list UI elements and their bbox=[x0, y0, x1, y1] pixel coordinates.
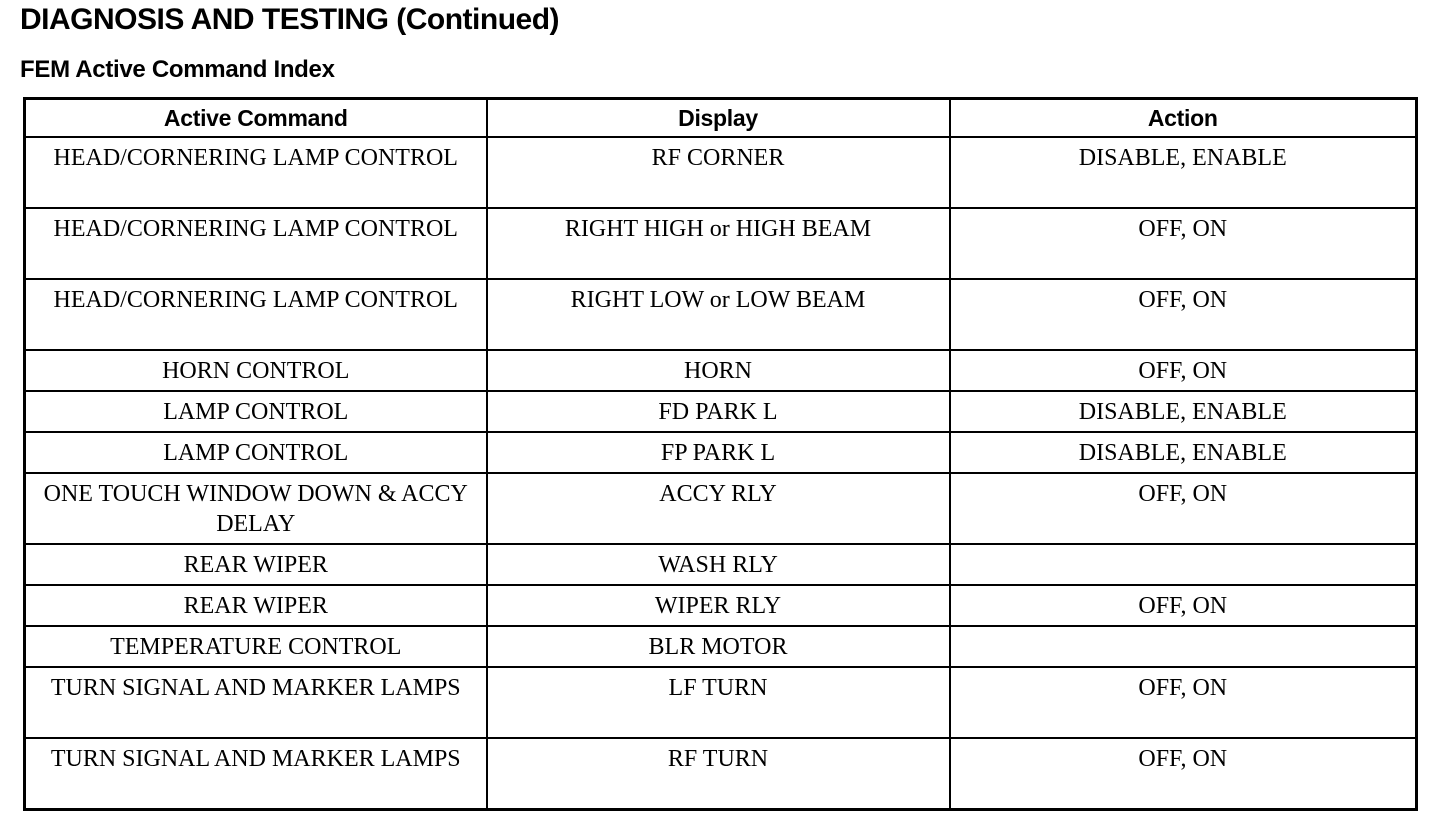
cell-action: DISABLE, ENABLE bbox=[950, 137, 1417, 208]
cell-display: FD PARK L bbox=[487, 391, 950, 432]
header-active-command: Active Command bbox=[25, 99, 487, 138]
cell-active-command: TURN SIGNAL AND MARKER LAMPS bbox=[25, 667, 487, 738]
cell-display: WIPER RLY bbox=[487, 585, 950, 626]
cell-action: DISABLE, ENABLE bbox=[950, 391, 1417, 432]
cell-display: ACCY RLY bbox=[487, 473, 950, 544]
cell-active-command: REAR WIPER bbox=[25, 544, 487, 585]
cell-active-command: LAMP CONTROL bbox=[25, 432, 487, 473]
cell-action bbox=[950, 544, 1417, 585]
table-row bbox=[25, 208, 1417, 279]
table-row bbox=[25, 137, 1417, 208]
cell-display: BLR MOTOR bbox=[487, 626, 950, 667]
cell-display: HORN bbox=[487, 350, 950, 391]
cell-action: OFF, ON bbox=[950, 585, 1417, 626]
table-row bbox=[25, 585, 1417, 626]
cell-active-command: TURN SIGNAL AND MARKER LAMPS bbox=[25, 738, 487, 809]
table-header-row bbox=[25, 99, 1417, 138]
cell-active-command: HEAD/CORNERING LAMP CONTROL bbox=[25, 208, 487, 279]
cell-active-command: LAMP CONTROL bbox=[25, 391, 487, 432]
cell-display: FP PARK L bbox=[487, 432, 950, 473]
table-row bbox=[25, 391, 1417, 432]
cell-display: RIGHT HIGH or HIGH BEAM bbox=[487, 208, 950, 279]
cell-display: RIGHT LOW or LOW BEAM bbox=[487, 279, 950, 350]
table-row bbox=[25, 544, 1417, 585]
cell-action: OFF, ON bbox=[950, 473, 1417, 544]
cell-active-command: REAR WIPER bbox=[25, 585, 487, 626]
header-action: Action bbox=[950, 99, 1417, 138]
cell-action: OFF, ON bbox=[950, 208, 1417, 279]
cell-display: RF CORNER bbox=[487, 137, 950, 208]
cell-display: RF TURN bbox=[487, 738, 950, 809]
cell-action: OFF, ON bbox=[950, 667, 1417, 738]
cell-active-command: ONE TOUCH WINDOW DOWN & ACCY DELAY bbox=[25, 473, 487, 544]
table-row bbox=[25, 279, 1417, 350]
table-row bbox=[25, 350, 1417, 391]
cell-active-command: HORN CONTROL bbox=[25, 350, 487, 391]
cell-action: OFF, ON bbox=[950, 279, 1417, 350]
cell-action: OFF, ON bbox=[950, 738, 1417, 809]
page-title: DIAGNOSIS AND TESTING (Continued) bbox=[20, 3, 560, 36]
cell-action: DISABLE, ENABLE bbox=[950, 432, 1417, 473]
cell-active-command: HEAD/CORNERING LAMP CONTROL bbox=[25, 137, 487, 208]
cell-action: OFF, ON bbox=[950, 350, 1417, 391]
active-command-table bbox=[23, 97, 1418, 811]
cell-display: LF TURN bbox=[487, 667, 950, 738]
table-row bbox=[25, 667, 1417, 738]
cell-active-command: HEAD/CORNERING LAMP CONTROL bbox=[25, 279, 487, 350]
header-display: Display bbox=[487, 99, 950, 138]
section-title: FEM Active Command Index bbox=[20, 56, 335, 83]
table-row bbox=[25, 473, 1417, 544]
cell-display: WASH RLY bbox=[487, 544, 950, 585]
table-row bbox=[25, 432, 1417, 473]
table-row bbox=[25, 738, 1417, 809]
table-row bbox=[25, 626, 1417, 667]
cell-active-command: TEMPERATURE CONTROL bbox=[25, 626, 487, 667]
cell-action bbox=[950, 626, 1417, 667]
